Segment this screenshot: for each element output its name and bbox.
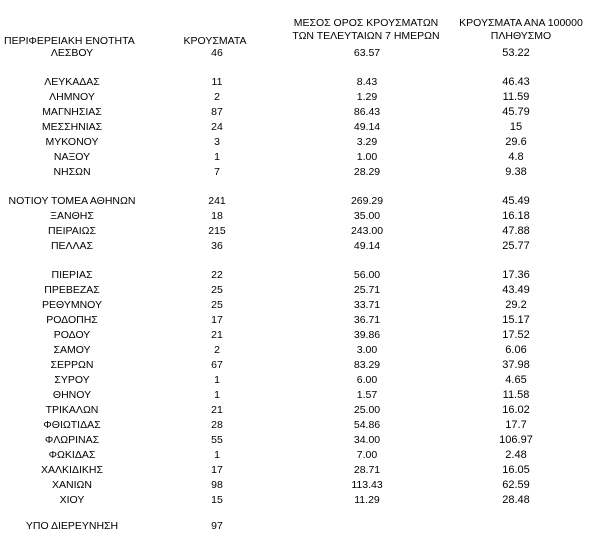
table-row xyxy=(0,298,610,312)
cases-cell: 67 xyxy=(211,359,223,371)
avg-7-days-cell: 49.14 xyxy=(353,121,381,133)
region-name-cell: ΣΕΡΡΩΝ xyxy=(50,359,94,371)
avg-7-days-cell: 243.00 xyxy=(350,225,384,237)
avg-7-days-cell xyxy=(327,519,407,533)
table-row xyxy=(0,90,610,104)
cases-cell: 46 xyxy=(211,47,223,59)
region-name-cell: ΠΡΕΒΕΖΑΣ xyxy=(44,284,100,296)
cases-cell: 1 xyxy=(214,374,220,386)
header-per-line1: ΚΡΟΥΣΜΑΤΑ ΑΝΑ 100000 xyxy=(459,17,583,29)
region-name-cell: ΠΙΕΡΙΑΣ xyxy=(51,269,93,281)
cases-per-100000-cell: 15.17 xyxy=(502,314,530,326)
region-name-cell: ΞΑΝΘΗΣ xyxy=(50,210,94,222)
cases-per-100000-cell: 2.48 xyxy=(505,449,527,461)
table-row xyxy=(0,283,610,297)
cases-cell: 2 xyxy=(214,91,220,103)
header-per-100000 xyxy=(446,17,596,42)
avg-7-days-cell: 36.71 xyxy=(353,314,381,326)
cases-per-100000-cell: 17.52 xyxy=(502,329,530,341)
region-name-cell: ΤΡΙΚΑΛΩΝ xyxy=(45,404,99,416)
region-name-cell: ΧΑΝΙΩΝ xyxy=(52,479,92,491)
region-name-cell: ΧΑΛΚΙΔΙΚΗΣ xyxy=(41,464,103,476)
table-row xyxy=(0,224,610,238)
table-row xyxy=(0,418,610,432)
table-row xyxy=(0,358,610,372)
table-row xyxy=(0,403,610,417)
cases-cell: 18 xyxy=(211,210,223,222)
avg-7-days-cell: 39.86 xyxy=(353,329,381,341)
cases-cell: 3 xyxy=(214,136,220,148)
region-name-cell: ΝΗΣΩΝ xyxy=(53,166,91,178)
table-row xyxy=(0,194,610,208)
region-name-cell: ΡΟΔΟΠΗΣ xyxy=(46,314,98,326)
table-row xyxy=(0,463,610,477)
cases-per-100000-cell: 9.38 xyxy=(505,166,527,178)
table-row xyxy=(0,478,610,492)
avg-7-days-cell: 33.71 xyxy=(353,299,381,311)
cases-per-100000-cell: 28.48 xyxy=(502,494,530,506)
table-row xyxy=(0,46,610,60)
cases-cell: 22 xyxy=(211,269,223,281)
table-row xyxy=(0,268,610,282)
cases-cell: 1 xyxy=(214,389,220,401)
cases-per-100000-cell: 29.6 xyxy=(505,136,527,148)
table-row xyxy=(0,135,610,149)
header-avg-line2: ΤΩΝ ΤΕΛΕΥΤΑΙΩΝ 7 ΗΜΕΡΩΝ xyxy=(292,29,440,42)
table-row xyxy=(0,75,610,89)
cases-per-100000-cell xyxy=(476,519,556,533)
cases-cell: 241 xyxy=(208,195,226,207)
cases-cell: 215 xyxy=(208,225,226,237)
avg-7-days-cell: 49.14 xyxy=(353,240,381,252)
avg-7-days-cell: 11.29 xyxy=(354,494,380,506)
cases-per-100000-cell: 4.8 xyxy=(508,151,524,163)
table-row xyxy=(0,373,610,387)
region-name-cell: ΜΥΚΟΝΟΥ xyxy=(45,136,99,148)
cases-per-100000-cell: 6.06 xyxy=(505,344,527,356)
header-avg-line1: ΜΕΣΟΣ ΟΡΟΣ ΚΡΟΥΣΜΑΤΩΝ xyxy=(293,17,439,29)
table-row xyxy=(0,313,610,327)
cases-per-100000-cell: 47.88 xyxy=(502,225,530,237)
table-row xyxy=(0,328,610,342)
cases-per-100000-cell: 17.36 xyxy=(502,269,530,281)
region-name-cell: ΣΥΡΟΥ xyxy=(54,374,90,386)
avg-7-days-cell: 3.00 xyxy=(356,344,378,356)
cases-per-100000-cell: 4.65 xyxy=(505,374,527,386)
cases-cell: 11 xyxy=(211,76,223,88)
table-row xyxy=(0,519,610,533)
cases-cell: 97 xyxy=(211,520,223,532)
avg-7-days-cell: 1.57 xyxy=(356,389,378,401)
cases-per-100000-cell: 45.49 xyxy=(502,195,530,207)
table-row xyxy=(0,150,610,164)
table-row xyxy=(0,433,610,447)
region-name-cell: ΡΟΔΟΥ xyxy=(53,329,91,341)
region-name-cell: ΣΑΜΟΥ xyxy=(53,344,91,356)
avg-7-days-cell: 28.71 xyxy=(353,464,381,476)
cases-cell: 25 xyxy=(211,299,223,311)
cases-cell: 21 xyxy=(211,404,223,416)
region-name-cell: ΦΛΩΡΙΝΑΣ xyxy=(44,434,100,446)
cases-cell: 98 xyxy=(211,479,223,491)
avg-7-days-cell: 86.43 xyxy=(353,106,381,118)
region-name-cell: ΠΕΛΛΑΣ xyxy=(50,240,94,252)
avg-7-days-cell: 35.00 xyxy=(353,210,381,222)
header-per-line2: ΠΛΗΘΥΣΜΟ xyxy=(490,29,552,42)
cases-cell: 28 xyxy=(211,419,223,431)
avg-7-days-cell: 25.00 xyxy=(353,404,381,416)
cases-per-100000-cell: 29.2 xyxy=(505,299,527,311)
cases-per-100000-cell: 16.18 xyxy=(502,210,530,222)
cases-cell: 55 xyxy=(211,434,223,446)
table-row xyxy=(0,343,610,357)
cases-cell: 15 xyxy=(211,494,223,506)
table-row xyxy=(0,120,610,134)
cases-per-100000-cell: 46.43 xyxy=(502,76,530,88)
cases-cell: 36 xyxy=(211,240,223,252)
cases-per-100000-cell: 25.77 xyxy=(502,240,530,252)
avg-7-days-cell: 113.43 xyxy=(351,479,383,491)
table-row xyxy=(0,239,610,253)
region-name-cell: ΝΟΤΙΟΥ ΤΟΜΕΑ ΑΘΗΝΩΝ xyxy=(8,195,136,207)
avg-7-days-cell: 63.57 xyxy=(353,47,381,59)
region-name-cell: ΦΘΙΩΤΙΔΑΣ xyxy=(43,419,101,431)
table-row xyxy=(0,165,610,179)
region-name-cell: ΛΗΜΝΟΥ xyxy=(49,91,95,103)
region-name-cell: ΥΠΟ ΔΙΕΡΕΥΝΗΣΗ xyxy=(25,520,119,532)
region-name-cell: ΛΕΣΒΟΥ xyxy=(50,47,94,59)
table-row xyxy=(0,388,610,402)
cases-cell: 17 xyxy=(211,464,223,476)
cases-cell: 21 xyxy=(211,329,223,341)
cases-cell: 24 xyxy=(211,121,223,133)
cases-per-100000-cell: 11.58 xyxy=(502,389,530,401)
header-avg-7-days xyxy=(283,17,449,42)
region-name-cell: ΝΑΞΟΥ xyxy=(53,151,91,163)
region-name-cell: ΜΑΓΝΗΣΙΑΣ xyxy=(42,106,102,118)
region-name-cell: ΘΗΝΟΥ xyxy=(52,389,92,401)
avg-7-days-cell: 3.29 xyxy=(356,136,378,148)
cases-cell: 1 xyxy=(214,449,220,461)
avg-7-days-cell: 54.86 xyxy=(353,419,381,431)
region-name-cell: ΡΕΘΥΜΝΟΥ xyxy=(41,299,102,311)
cases-per-100000-cell: 45.79 xyxy=(502,106,530,118)
cases-cell: 2 xyxy=(214,344,220,356)
table-row xyxy=(0,448,610,462)
cases-per-100000-cell: 11.59 xyxy=(502,91,530,103)
cases-per-100000-cell: 53.22 xyxy=(502,47,530,59)
header-region: ΠΕΡΙΦΕΡΕΙΑΚΗ ΕΝΟΤΗΤΑ xyxy=(4,35,135,47)
avg-7-days-cell: 6.00 xyxy=(356,374,378,386)
cases-per-100000-cell: 43.49 xyxy=(502,284,530,296)
table-row xyxy=(0,105,610,119)
cases-per-100000-cell: 62.59 xyxy=(502,479,530,491)
cases-per-100000-cell: 106.97 xyxy=(499,434,533,446)
avg-7-days-cell: 1.00 xyxy=(356,151,378,163)
cases-cell: 1 xyxy=(214,151,220,163)
cases-cell: 17 xyxy=(211,314,223,326)
avg-7-days-cell: 8.43 xyxy=(356,76,378,88)
avg-7-days-cell: 25.71 xyxy=(353,284,381,296)
cases-per-100000-cell: 37.98 xyxy=(502,359,530,371)
cases-cell: 25 xyxy=(211,284,223,296)
region-name-cell: ΦΩΚΙΔΑΣ xyxy=(48,449,96,461)
avg-7-days-cell: 34.00 xyxy=(353,434,381,446)
avg-7-days-cell: 7.00 xyxy=(356,449,378,461)
cases-per-100000-cell: 16.02 xyxy=(502,404,530,416)
region-name-cell: ΧΙΟΥ xyxy=(59,494,85,506)
cases-cell: 7 xyxy=(214,166,220,178)
avg-7-days-cell: 56.00 xyxy=(353,269,381,281)
avg-7-days-cell: 28.29 xyxy=(353,166,381,178)
table-row xyxy=(0,493,610,507)
avg-7-days-cell: 83.29 xyxy=(353,359,381,371)
region-name-cell: ΠΕΙΡΑΙΩΣ xyxy=(48,225,96,237)
table-row xyxy=(0,209,610,223)
avg-7-days-cell: 1.29 xyxy=(356,91,378,103)
header-cases: ΚΡΟΥΣΜΑΤΑ xyxy=(183,35,247,47)
cases-per-100000-cell: 15 xyxy=(509,121,523,133)
region-name-cell: ΛΕΥΚΑΔΑΣ xyxy=(44,76,100,88)
cases-cell: 87 xyxy=(211,106,223,118)
avg-7-days-cell: 269.29 xyxy=(350,195,384,207)
cases-per-100000-cell: 17.7 xyxy=(505,419,527,431)
cases-per-100000-cell: 16.05 xyxy=(502,464,530,476)
region-name-cell: ΜΕΣΣΗΝΙΑΣ xyxy=(41,121,103,133)
